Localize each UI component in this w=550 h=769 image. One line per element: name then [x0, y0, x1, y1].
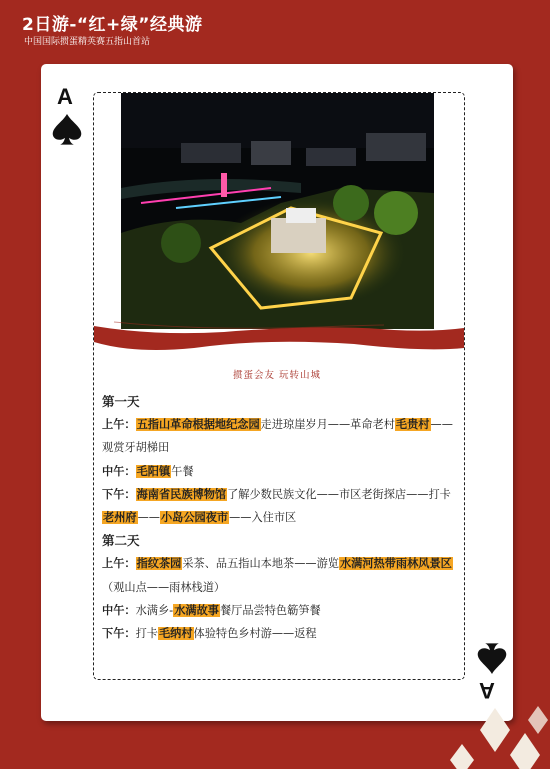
- highlighted-place: 海南省民族博物馆: [136, 487, 227, 501]
- highlighted-place: 毛纳村: [158, 627, 193, 641]
- itinerary-text: ——入住市区: [229, 511, 297, 525]
- highlighted-place: 水满河热带雨林风景区: [339, 557, 452, 571]
- diamond-decoration-icon: [440, 700, 550, 769]
- day1-morning-label: 上午：: [102, 418, 136, 432]
- spade-icon: [50, 112, 84, 146]
- itinerary-text: ——观赏牙胡梯田: [102, 418, 453, 455]
- day1-noon-label: 中午：: [102, 464, 136, 478]
- highlighted-place: 毛阳镇: [136, 464, 171, 478]
- itinerary-text: 了解少数民族文化——市区老街探店——打卡: [227, 487, 451, 501]
- day2-morning-label: 上午：: [102, 557, 136, 571]
- itinerary-text: 午餐: [171, 464, 194, 478]
- itinerary-text: 水满乡-: [135, 603, 174, 617]
- night-scene-photo: [121, 93, 434, 329]
- itinerary-text: ——: [137, 511, 160, 525]
- card-rank-bottom: A: [479, 678, 495, 703]
- itinerary-text: 采茶、品五指山本地茶——游览: [182, 557, 339, 571]
- day1-noon: [102, 460, 460, 483]
- day1-morning: [102, 413, 460, 459]
- card-rank-top: A: [57, 84, 73, 109]
- itinerary: [102, 390, 460, 645]
- itinerary-text: 体验特色乡村游——返程: [193, 627, 317, 641]
- playing-card: [41, 64, 513, 721]
- itinerary-text: 打卡: [135, 627, 158, 641]
- itinerary-text: （观山点——雨林栈道）: [102, 580, 226, 594]
- day1-afternoon-label: 下午：: [102, 487, 136, 501]
- highlighted-place: 指纹茶园: [136, 557, 182, 571]
- day2-noon: [102, 599, 460, 622]
- spade-icon-bottom: [475, 642, 509, 676]
- day2-noon-label: 中午：: [102, 603, 136, 617]
- day2-title: 第二天: [102, 533, 140, 549]
- header-subtitle: 中国国际掼蛋精英赛五指山首站: [24, 37, 151, 47]
- red-wave-divider: [94, 320, 464, 356]
- day2-morning: [102, 552, 460, 598]
- highlighted-place: 老州府: [103, 511, 137, 525]
- slogan: 掼蛋会友 玩转山城: [232, 370, 322, 381]
- highlighted-place: 水满故事: [174, 603, 219, 617]
- day1-afternoon: [102, 483, 460, 529]
- day1-title: 第一天: [102, 394, 140, 409]
- day2-afternoon: [102, 622, 460, 645]
- header-title: 2日游-“红+绿”经典游: [22, 15, 203, 35]
- highlighted-place: 小岛公园夜市: [160, 511, 229, 525]
- highlighted-place: 毛贵村: [395, 418, 430, 432]
- highlighted-place: 五指山革命根据地纪念园: [136, 418, 260, 432]
- itinerary-text: 餐厅品尝特色簕笋餐: [219, 603, 321, 617]
- itinerary-text: 走进琼崖岁月——革命老村: [260, 418, 395, 432]
- day2-afternoon-label: 下午：: [102, 627, 136, 641]
